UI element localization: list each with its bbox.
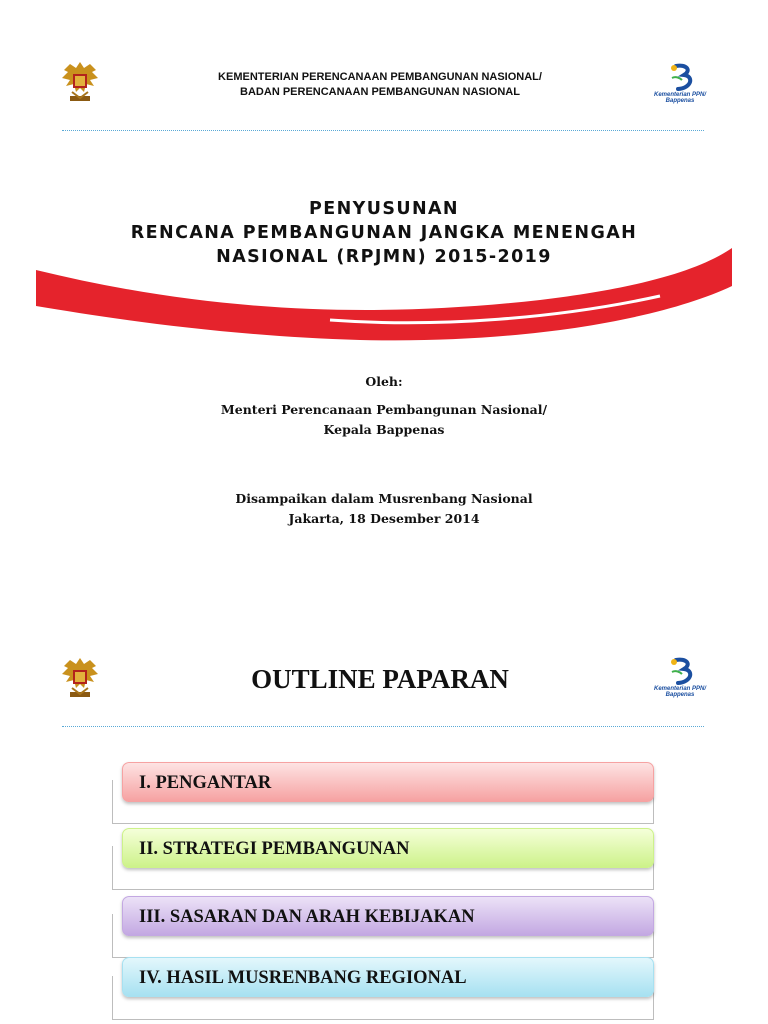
presentation-title bbox=[60, 197, 708, 269]
garuda-emblem-icon bbox=[58, 58, 102, 106]
presenter-block bbox=[100, 400, 668, 440]
title-line3: NASIONAL (RPJMN) 2015-2019 bbox=[216, 247, 552, 267]
bappenas-logo-line2: Bappenas bbox=[665, 98, 695, 104]
bappenas-logo-text bbox=[652, 686, 708, 698]
outline-item-musrenbang bbox=[122, 957, 654, 997]
presenter-line1: Menteri Perencanaan Pembangunan Nasional/ bbox=[220, 402, 548, 417]
header-divider bbox=[62, 726, 704, 727]
outline-item-label: III. SASARAN DAN ARAH KEBIJAKAN bbox=[139, 907, 475, 927]
outline-item-label: IV. HASIL MUSRENBANG REGIONAL bbox=[139, 968, 467, 988]
bappenas-logo-line1: Kementerian PPN/ bbox=[653, 92, 707, 98]
event-line1: Disampaikan dalam Musrenbang Nasional bbox=[235, 491, 533, 506]
outline-item-label: II. STRATEGI PEMBANGUNAN bbox=[139, 839, 410, 859]
bappenas-logo-line2: Bappenas bbox=[665, 692, 695, 698]
slide-outline bbox=[0, 640, 768, 1024]
outline-item-sasaran bbox=[122, 896, 654, 936]
oleh-label: Oleh: bbox=[365, 374, 403, 389]
garuda-emblem-icon bbox=[58, 654, 102, 702]
ministry-header bbox=[150, 70, 610, 100]
bappenas-logo-line1: Kementerian PPN/ bbox=[653, 686, 707, 692]
outline-item-label: I. PENGANTAR bbox=[139, 773, 272, 793]
ministry-header-line1: KEMENTERIAN PERENCANAAN PEMBANGUNAN NASIONAL/ bbox=[218, 71, 542, 83]
outline-item-pengantar bbox=[122, 762, 654, 802]
bappenas-logo-icon bbox=[652, 62, 708, 110]
bappenas-logo-text bbox=[652, 92, 708, 104]
title-line1: PENYUSUNAN bbox=[309, 199, 459, 219]
event-line2: Jakarta, 18 Desember 2014 bbox=[288, 511, 480, 526]
title-line2: RENCANA PEMBANGUNAN JANGKA MENENGAH bbox=[130, 223, 638, 243]
outline-item-strategi bbox=[122, 828, 654, 868]
bappenas-logo-icon bbox=[652, 656, 708, 704]
ministry-header-line2: BADAN PERENCANAAN PEMBANGUNAN NASIONAL bbox=[240, 86, 520, 98]
outline-title: OUTLINE PAPARAN bbox=[251, 664, 509, 694]
presenter-line2: Kepala Bappenas bbox=[323, 422, 445, 437]
event-block bbox=[100, 489, 668, 529]
header-divider bbox=[62, 130, 704, 131]
